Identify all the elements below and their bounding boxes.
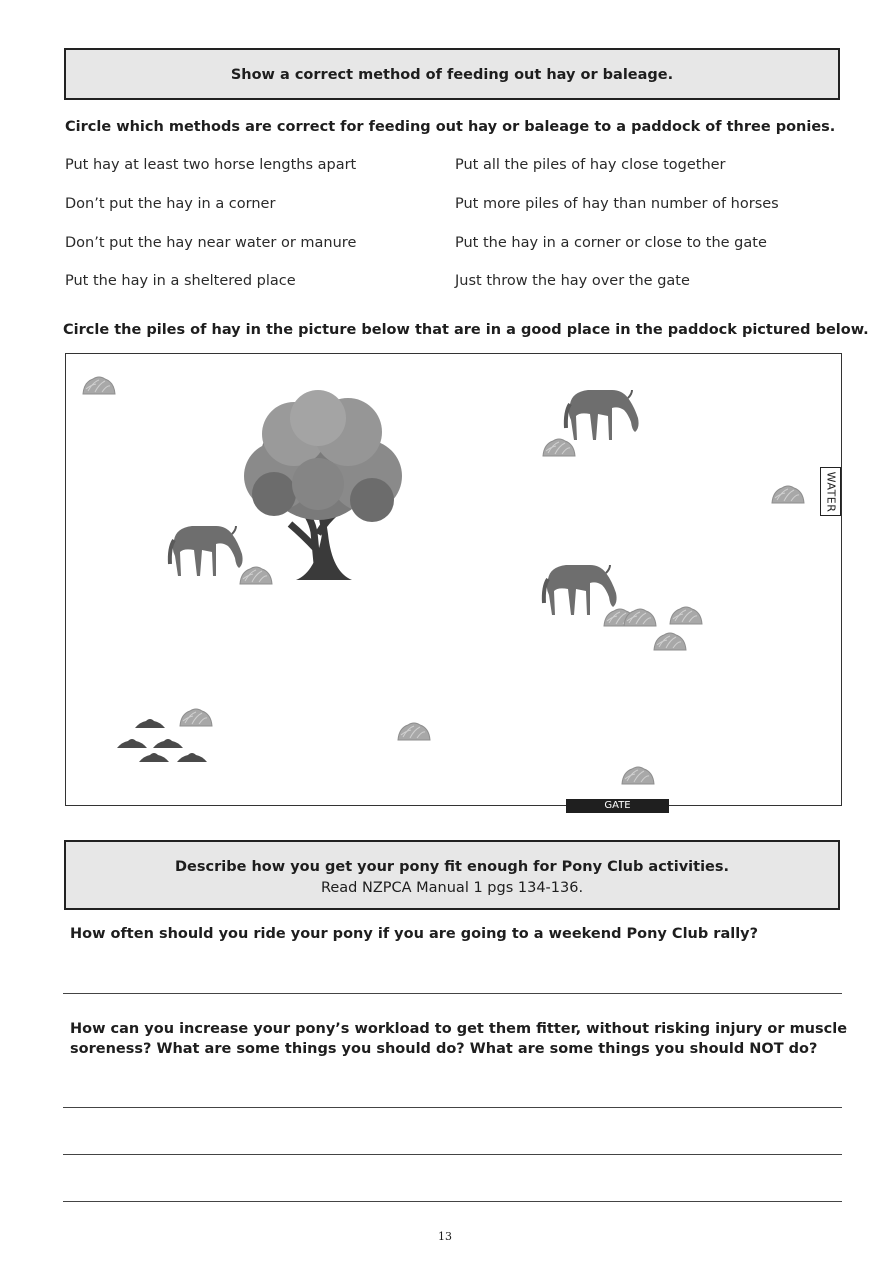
- horse-middle-right: [544, 565, 617, 615]
- option-not-in-corner[interactable]: Don’t put the hay in a corner: [65, 196, 276, 212]
- circle-methods-question: Circle which methods are correct for feeding out hay or baleage to a paddock of three ponies.: [65, 119, 836, 135]
- option-sheltered-place[interactable]: Put the hay in a sheltered place: [65, 273, 296, 289]
- hay-pile-top-left-corner[interactable]: [83, 377, 115, 394]
- paddock-illustration: [66, 354, 843, 807]
- manure-pile-4: [139, 753, 169, 762]
- hay-pile-cluster-2[interactable]: [624, 609, 656, 626]
- hay-pile-cluster-4[interactable]: [654, 633, 686, 650]
- manure-pile-5: [177, 753, 207, 762]
- ride-frequency-question: How often should you ride your pony if you are going to a weekend Pony Club rally?: [70, 926, 759, 942]
- fitness-subheading-text: Read NZPCA Manual 1 pgs 134-136.: [320, 880, 584, 896]
- horse-left: [170, 526, 243, 576]
- hay-pile-near-top-horse[interactable]: [543, 439, 575, 456]
- hay-pile-near-manure[interactable]: [180, 709, 212, 726]
- water-trough: [820, 467, 841, 516]
- water-label-text: WATER: [824, 471, 837, 512]
- hay-pile-cluster-3[interactable]: [670, 607, 702, 624]
- fitness-heading-text: Describe how you get your pony fit enough for Pony Club activities.: [174, 859, 730, 875]
- answer-line-3[interactable]: [63, 1154, 842, 1155]
- option-throw-over-gate[interactable]: Just throw the hay over the gate: [455, 273, 690, 289]
- paddock-gate: GATE: [566, 799, 669, 813]
- hay-section-heading: [64, 48, 840, 100]
- option-corner-or-gate[interactable]: Put the hay in a corner or close to the gate: [455, 235, 767, 251]
- answer-line-2[interactable]: [63, 1107, 842, 1108]
- manure-pile-2: [117, 739, 147, 748]
- option-not-near-water[interactable]: Don’t put the hay near water or manure: [65, 235, 357, 251]
- horse-top-right: [566, 390, 639, 440]
- workload-question-line-2: soreness? What are some things you should do? What are some things you should NOT do?: [70, 1041, 818, 1057]
- circle-piles-question: Circle the piles of hay in the picture below that are in a good place in the paddock pictured below.: [63, 322, 869, 338]
- hay-pile-middle-bottom[interactable]: [398, 723, 430, 740]
- tree: [244, 390, 402, 580]
- manure-pile-3: [153, 739, 183, 748]
- hay-pile-near-gate[interactable]: [622, 767, 654, 784]
- page-number: 13: [438, 1230, 452, 1243]
- option-more-piles-than-horses[interactable]: Put more piles of hay than number of horses: [455, 196, 779, 212]
- paddock-picture: [65, 353, 842, 806]
- option-two-lengths-apart[interactable]: Put hay at least two horse lengths apart: [65, 157, 357, 173]
- hay-pile-near-left-horse[interactable]: [240, 567, 272, 584]
- answer-line-4[interactable]: [63, 1201, 842, 1202]
- hay-heading-text: Show a correct method of feeding out hay or baleage.: [230, 67, 674, 83]
- hay-pile-near-water[interactable]: [772, 486, 804, 503]
- answer-line-1[interactable]: [63, 993, 842, 994]
- workload-question-line-1: How can you increase your pony’s workload to get them fitter, without risking injury or muscle: [70, 1021, 848, 1037]
- option-piles-close-together[interactable]: Put all the piles of hay close together: [455, 157, 726, 173]
- manure-pile-1: [135, 719, 165, 728]
- fitness-section-heading: [64, 840, 840, 910]
